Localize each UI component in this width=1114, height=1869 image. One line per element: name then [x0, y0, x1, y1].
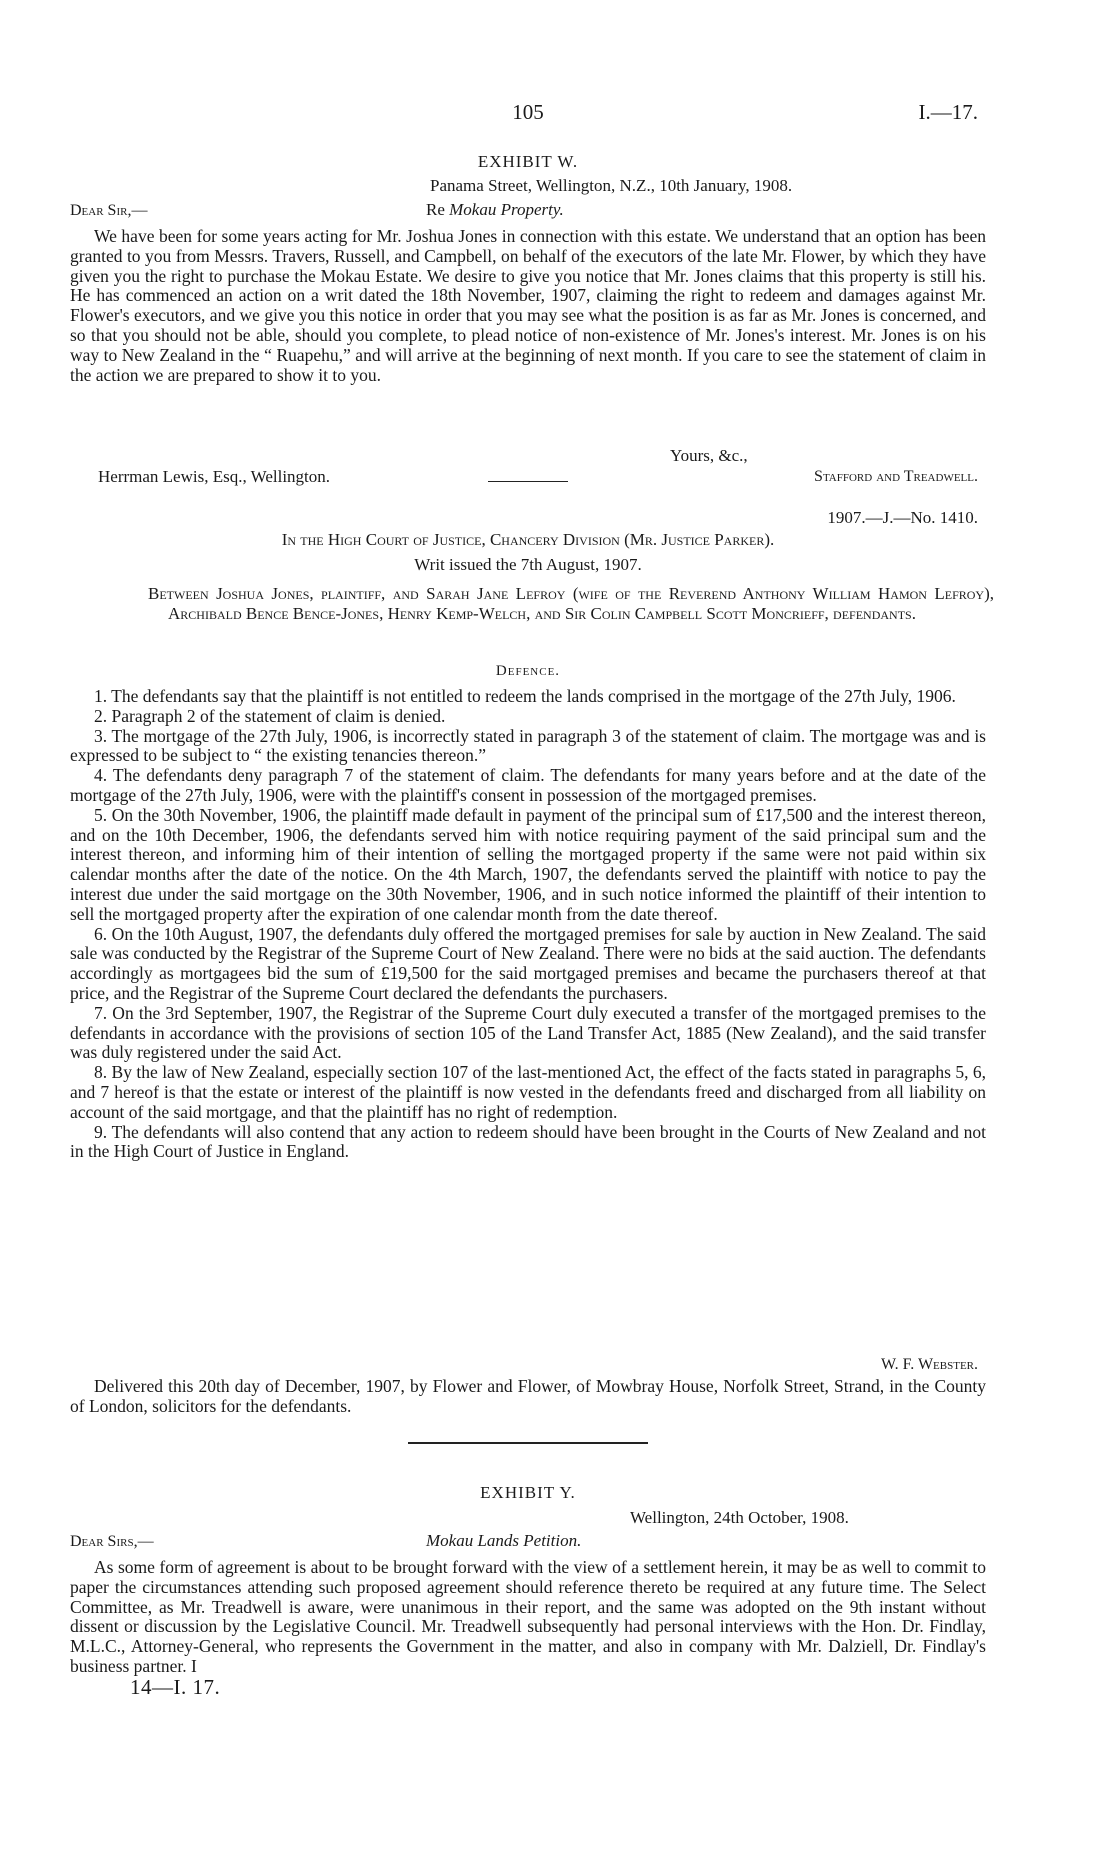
- exhibit-w-body: We have been for some years acting for Mr. Joshua Jones in connection with this estate. We understand that an option has been granted to you from Messrs. Travers, Russell, and Campbell, on behalf of the executors of the late Mr. Flower, by which they have given you the right to purchase the Mokau Estate. We desire to give you notice that Mr. Jones claims that this property is still his. He has commenced an action on a writ dated the 18th November, 1907, claiming the right to redeem and damages against Mr. Flower's executors, and we give you this notice in order that you may see what the position is as far as Mr. Jones is concerned, and so that you should not be able, should you complete, to plead notice of non-existence of Mr. Jones's interest. Mr. Jones is on his way to New Zealand in the “ Ruapehu,” and will arrive at the beginning of next month. If you care to see the statement of claim in the action we are prepared to show it to you.: [70, 226, 986, 385]
- exhibit-y-body: As some form of agreement is about to be brought forward with the view of a settlement herein, it may be as well to commit to paper the circumstances attending such proposed agreement should reference thereto be required at any future time. The Select Committee, as Mr. Treadwell is aware, were unanimous in their report, and the same was adopted on the 9th instant without dissent or discussion by the Legislative Council. Mr. Treadwell subsequently had personal interviews with the Hon. Dr. Findlay, M.L.C., Attorney-General, who represents the Government in the matter, and also in company with Mr. Dalziell, Dr. Findlay's business partner. I: [70, 1557, 986, 1676]
- exhibit-y-salutation: Dear Sirs,—: [70, 1533, 154, 1550]
- writ-issued: Writ issued the 7th August, 1907.: [414, 555, 642, 574]
- exhibit-w-subject: [426, 200, 564, 220]
- defence-paragraph: 9. The defendants will also contend that any action to redeem should have been brought in the Courts of New Zealand and not in the High Court of Justice in England.: [70, 1121, 986, 1162]
- exhibit-w-title: EXHIBIT W.: [477, 152, 579, 171]
- re-subject: Mokau Property.: [449, 200, 564, 219]
- defence-paragraph: 2. Paragraph 2 of the statement of claim is denied.: [94, 705, 446, 726]
- exhibit-w-closing: Yours, &c.,: [670, 446, 748, 465]
- section-divider: [408, 1442, 648, 1444]
- defence-paragraph: 3. The mortgage of the 27th July, 1906, is incorrectly stated in paragraph 3 of the statement of claim. The mortgage was and is expressed to be subject to “ the existing tenancies thereon.”: [70, 725, 986, 766]
- re-prefix: Re: [426, 200, 450, 219]
- exhibit-y-address: Wellington, 24th October, 1908.: [630, 1508, 849, 1527]
- document-reference: I.—17.: [918, 100, 978, 124]
- page-number: 105: [512, 100, 544, 124]
- defence-paragraph: 8. By the law of New Zealand, especially section 107 of the last-mentioned Act, the effect of the facts stated in paragraphs 5, 6, and 7 hereof is that the estate or interest of the plaintiff is now vested in the defendants freed and discharged from all liability on account of the said mortgage, and that the plaintiff has no right of redemption.: [70, 1062, 986, 1122]
- exhibit-w-salutation: Dear Sir,—: [70, 202, 148, 219]
- defence-paragraph: 4. The defendants deny paragraph 7 of the statement of claim. The defendants for many years before and at the date of the mortgage of the 27th July, 1906, were with the plaintiff's consent in possession of the mortgaged premises.: [70, 765, 986, 805]
- section-divider: [488, 481, 568, 482]
- exhibit-y-subject-text: Mokau Lands Petition.: [426, 1531, 582, 1550]
- exhibit-w-signature: Stafford and Treadwell.: [814, 468, 978, 485]
- signature-mark: 14—I. 17.: [130, 1675, 221, 1699]
- page-header: [70, 100, 986, 126]
- defence-paragraph: 1. The defendants say that the plaintiff is not entitled to redeem the lands comprised in the mortgage of the 27th July, 1906.: [94, 686, 956, 706]
- defence-paragraph: 5. On the 30th November, 1906, the plaintiff made default in payment of the principal sum of £17,500 and the interest thereon, and on the 10th December, 1906, the defendants served him with notice requiring payment of the said principal sum and the interest thereon, and informing him of their intention of selling the mortgaged property if the same were not paid within six calendar months after the date of the notice. On the 4th March, 1907, the defendants served the plaintiff with notice to pay the interest due under the said mortgage on the 30th November, 1906, and in such notice informed the plaintiff of their intention to sell the mortgaged property after the expiration of one calendar month from the date thereof.: [70, 804, 986, 924]
- exhibit-y-subject: [426, 1531, 581, 1551]
- defence-paragraphs: [70, 687, 986, 1162]
- document-page: [70, 0, 994, 1869]
- parties: Between Joshua Jones, plaintiff, and Sarah Jane Lefroy (wife of the Reverend Anthony William Hamon Lefroy), Archibald Bence Bence-Jones, Henry Kemp-Welch, and Sir Colin Campbell Scott Moncrieff, defendants.: [148, 584, 994, 623]
- exhibit-y-title: EXHIBIT Y.: [480, 1483, 576, 1502]
- court-heading: In the High Court of Justice, Chancery Division (Mr. Justice Parker).: [281, 530, 775, 549]
- delivered-statement: Delivered this 20th day of December, 1907, by Flower and Flower, of Mowbray House, Norfolk Street, Strand, in the County of London, solicitors for the defendants.: [70, 1376, 986, 1416]
- exhibit-w-address: Panama Street, Wellington, N.Z., 10th January, 1908.: [430, 176, 793, 195]
- defence-heading: Defence.: [495, 663, 561, 679]
- defence-paragraph: 7. On the 3rd September, 1907, the Registrar of the Supreme Court duly executed a transfer of the mortgaged premises to the defendants in accordance with the provisions of section 105 of the Land Transfer Act, 1885 (New Zealand), and the said transfer was duly registered under the said Act.: [70, 1002, 986, 1063]
- defence-paragraph: 6. On the 10th August, 1907, the defendants duly offered the mortgaged premises for sale by auction in New Zealand. The said sale was conducted by the Registrar of the Supreme Court of New Zealand. There were no bids at the said auction. The defendants accordingly as mortgagees bid the sum of £19,500 for the said mortgaged premises and became the purchasers thereof at that price, and the Registrar of the Supreme Court declared the defendants the purchasers.: [70, 923, 986, 1003]
- defence-signature: W. F. Webster.: [880, 1356, 978, 1373]
- exhibit-w-addressee: Herrman Lewis, Esq., Wellington.: [98, 467, 331, 486]
- case-number: 1907.—J.—No. 1410.: [827, 508, 978, 527]
